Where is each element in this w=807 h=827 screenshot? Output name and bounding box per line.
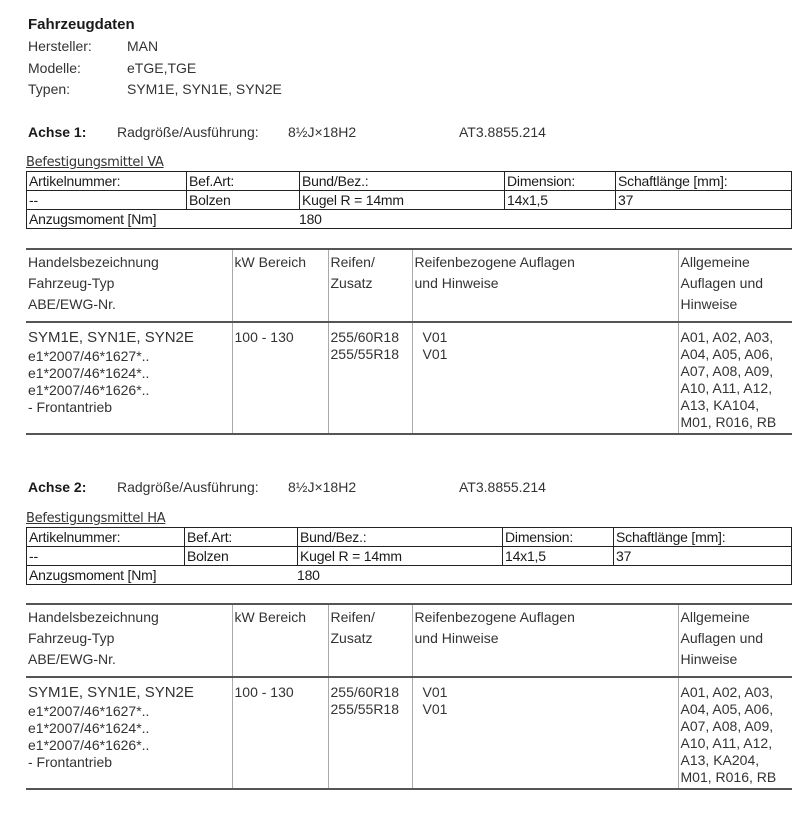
axle-1-fastener-caption: Befestigungsmittel VA: [26, 155, 164, 170]
header-tire-notes: Reifenbezogene Auflagen und Hinweise: [412, 604, 678, 677]
kw-cell: 100 - 130: [232, 677, 328, 789]
models-label: Modelle:: [28, 60, 81, 76]
fastener-torque-row: [27, 210, 792, 229]
table-row: [26, 677, 792, 789]
fastener-header-shaft: Schaftlänge [mm]:: [614, 528, 792, 547]
fastener-header-collar: Bund/Bez.:: [300, 172, 505, 191]
fastener-header-collar: Bund/Bez.:: [298, 528, 503, 547]
torque-cell: [27, 210, 792, 229]
fastener-type: Bolzen: [187, 191, 300, 210]
designation-cell: SYM1E, SYN1E, SYN2E e1*2007/46*1627*.. e1*2007/46*1624*.. e1*2007/46*1626*.. - Frontantrieb: [26, 322, 232, 434]
axle-2-code: AT3.8855.214: [459, 479, 546, 495]
fastener-dimension: 14x1,5: [505, 191, 616, 210]
axle-2-heading: [28, 479, 86, 495]
general-notes-cell: A01, A02, A03, A04, A05, A06, A07, A08, A09, A10, A11, A12, A13, KA204, M01, R016, RB: [678, 677, 792, 789]
header-kw: kW Bereich: [232, 604, 328, 677]
fastener-torque-row: [27, 566, 792, 585]
fastener-shaft: 37: [616, 191, 792, 210]
approval-header-row: [26, 249, 792, 322]
fastener-header-row: [27, 172, 792, 191]
types-label: Typen:: [28, 81, 71, 97]
torque-value: 180: [297, 567, 320, 583]
torque-label: Anzugsmoment [Nm]: [29, 567, 157, 583]
header-designation: Handelsbezeichnung Fahrzeug-Typ ABE/EWG-Nr.: [26, 604, 232, 677]
axle-1-approval-table: [26, 248, 792, 435]
header-kw: kW Bereich: [232, 249, 328, 322]
header-general-notes: Allgemeine Auflagen und Hinweise: [678, 249, 792, 322]
models-row: [28, 60, 428, 80]
vehicle-data-title: Fahrzeugdaten: [28, 16, 135, 33]
fastener-article: --: [27, 191, 187, 210]
fastener-header-dimension: Dimension:: [503, 528, 614, 547]
table-row: [26, 322, 792, 434]
fastener-header-shaft: Schaftlänge [mm]:: [616, 172, 792, 191]
tires-cell: 255/60R18 255/55R18: [328, 322, 412, 434]
manufacturer-label: Hersteller:: [28, 38, 92, 54]
models-value: eTGE,TGE: [127, 60, 197, 76]
fastener-dimension: 14x1,5: [503, 547, 614, 566]
manufacturer-row: [28, 38, 428, 58]
types-row: [28, 81, 428, 101]
manufacturer-value: MAN: [127, 38, 159, 54]
fastener-type: Bolzen: [185, 547, 298, 566]
fastener-shaft: 37: [614, 547, 792, 566]
tires-cell: 255/60R18 255/55R18: [328, 677, 412, 789]
header-designation: Handelsbezeichnung Fahrzeug-Typ ABE/EWG-Nr.: [26, 249, 232, 322]
fastener-header-dimension: Dimension:: [505, 172, 616, 191]
axle-1-size: 8½J×18H2: [288, 124, 357, 140]
axle-2-size-label: Radgröße/Ausführung:: [117, 479, 259, 495]
general-notes-cell: A01, A02, A03, A04, A05, A06, A07, A08, A09, A10, A11, A12, A13, KA104, M01, R016, RB: [678, 322, 792, 434]
approval-header-row: [26, 604, 792, 677]
fastener-article: --: [27, 547, 185, 566]
types-value: SYM1E, SYN1E, SYN2E: [127, 81, 282, 97]
header-tires: Reifen/ Zusatz: [328, 604, 412, 677]
fastener-header-row: [27, 528, 792, 547]
axle-2-size: 8½J×18H2: [288, 479, 357, 495]
axle-2-fastener-table: [26, 527, 792, 585]
header-general-notes: Allgemeine Auflagen und Hinweise: [678, 604, 792, 677]
header-tire-notes: Reifenbezogene Auflagen und Hinweise: [412, 249, 678, 322]
axle-2-fastener-caption: Befestigungsmittel HA: [26, 511, 166, 526]
axle-1-fastener-table: [26, 171, 792, 229]
tire-notes-cell: V01 V01: [412, 322, 678, 434]
axle-2-approval-table: [26, 603, 792, 790]
fastener-header-type: Bef.Art:: [185, 528, 298, 547]
torque-cell: [27, 566, 792, 585]
fastener-header-type: Bef.Art:: [187, 172, 300, 191]
kw-cell: 100 - 130: [232, 322, 328, 434]
fastener-collar: Kugel R = 14mm: [300, 191, 505, 210]
axle-1-size-label: Radgröße/Ausführung:: [117, 124, 259, 140]
axle-1-heading: [28, 124, 86, 140]
axle-1-label: Achse 1:: [28, 124, 87, 140]
axle-2-label: Achse 2:: [28, 479, 87, 495]
tire-notes-cell: V01 V01: [412, 677, 678, 789]
fastener-header-article: Artikelnummer:: [27, 172, 187, 191]
axle-1-code: AT3.8855.214: [459, 124, 546, 140]
fastener-collar: Kugel R = 14mm: [298, 547, 503, 566]
fastener-value-row: [27, 547, 792, 566]
header-tires: Reifen/ Zusatz: [328, 249, 412, 322]
fastener-header-article: Artikelnummer:: [27, 528, 185, 547]
designation-cell: SYM1E, SYN1E, SYN2E e1*2007/46*1627*.. e1*2007/46*1624*.. e1*2007/46*1626*.. - Frontantrieb: [26, 677, 232, 789]
torque-label: Anzugsmoment [Nm]: [29, 211, 157, 227]
fastener-value-row: [27, 191, 792, 210]
torque-value: 180: [299, 211, 322, 227]
